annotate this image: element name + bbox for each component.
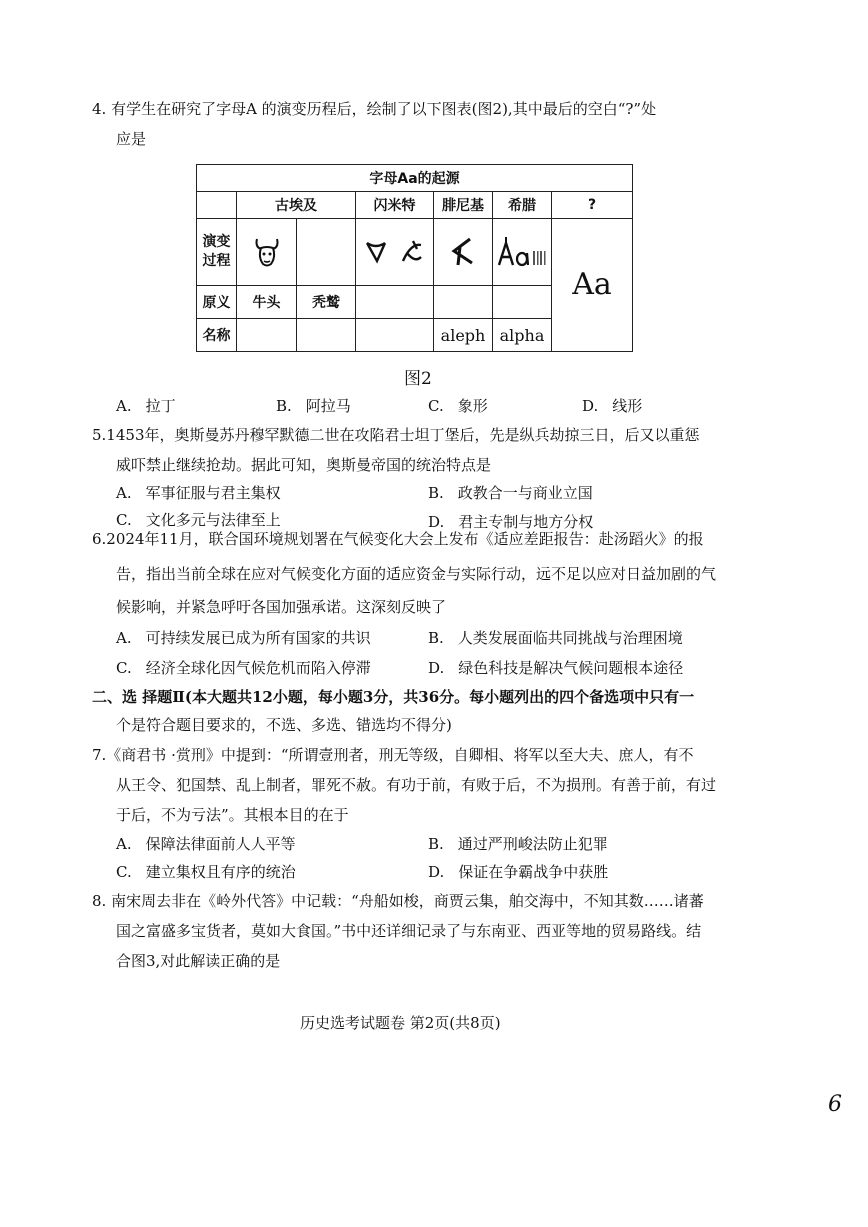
q6-option-c[interactable]: C. 经济全球化因气候危机而陷入停滞: [116, 659, 371, 677]
q5-stem-line2: 威吓禁止继续抢劫。据此可知，奥斯曼帝国的统治特点是: [116, 456, 492, 474]
q4-option-a[interactable]: A. 拉丁: [116, 397, 176, 415]
greek-glyph-cell: [493, 218, 552, 285]
page-footer: 历史选考试题卷 第2页(共8页): [300, 1014, 501, 1032]
greek-alpha-icon: [495, 235, 549, 269]
q6-stem-line2: 告，指出当前全球在应对气候变化方面的适应资金与实际行动，远不足以应对日益加剧的气: [116, 565, 717, 583]
q7-stem-line3: 于后，不为亏法”。其根本目的在于: [116, 806, 349, 824]
header-ancient-egypt: 古埃及: [237, 192, 356, 218]
q5-option-d[interactable]: D. 君主专制与地方分权: [428, 513, 594, 531]
meaning-empty-greek: [493, 285, 552, 319]
q6-option-d[interactable]: D. 绿色科技是解决气候问题根本途径: [428, 659, 684, 677]
q8-stem-line3: 合图3,对此解读正确的是: [116, 952, 281, 970]
q4-stem-line2: 应是: [116, 130, 147, 148]
table-title: 字母Aa的起源: [197, 165, 633, 192]
phoenician-aleph-icon: [446, 235, 480, 269]
q8-stem-line1: 8. 南宋周去非在《岭外代答》中记载：“舟船如梭，商贾云集，舶交海中，不知其数……诸蕃: [92, 892, 704, 910]
egyptian-ox-glyph: [237, 218, 297, 285]
row-label-meaning: 原义: [197, 285, 237, 319]
q4-option-d[interactable]: D. 线形: [582, 397, 643, 415]
ox-head-hieroglyph-icon: [252, 235, 282, 269]
q6-stem-line1: 6.2024年11月，联合国环境规划署在气候变化大会上发布《适应差距报告：赴汤蹈火》的报: [92, 530, 704, 548]
phoenician-glyph-cell: [434, 218, 493, 285]
meaning-vulture: 秃鹫: [297, 285, 356, 319]
q4-stem-line1: 4. 有学生在研究了字母A 的演变历程后，绘制了以下图表(图2),其中最后的空白“?”处: [92, 100, 657, 118]
q5-stem-line1: 5.1453年，奥斯曼苏丹穆罕默德二世在攻陷君士坦丁堡后，先是纵兵劫掠三日，后又以重惩: [92, 426, 700, 444]
q5-option-b[interactable]: B. 政教合一与商业立国: [428, 484, 593, 502]
letter-origin-table: [196, 164, 633, 352]
q5-option-c[interactable]: C. 文化多元与法律至上: [116, 511, 281, 529]
meaning-ox-head: 牛头: [237, 285, 297, 319]
q4-option-b[interactable]: B. 阿拉马: [276, 397, 351, 415]
section2-heading-line2: 个是符合题目要求的，不选、多选、错选均不得分): [116, 716, 452, 734]
q4-option-c[interactable]: C. 象形: [428, 397, 488, 415]
name-empty-egypt-2: [297, 319, 356, 352]
header-unknown: ?: [552, 192, 633, 218]
margin-handwritten-mark: 6: [828, 1092, 842, 1117]
answer-cell-aa: Aa: [552, 218, 633, 351]
header-greek: 希腊: [493, 192, 552, 218]
q6-option-b[interactable]: B. 人类发展面临共同挑战与治理困境: [428, 629, 683, 647]
q7-option-a[interactable]: A. 保障法律面前人人平等: [116, 835, 296, 853]
name-empty-semitic: [356, 319, 434, 352]
q7-stem-line1: 7.《商君书 ·赏刑》中提到：“所谓壹刑者，刑无等级，自卿相、将军以至大夫、庶人，有不: [92, 746, 694, 764]
q7-option-b[interactable]: B. 通过严刑峻法防止犯罪: [428, 835, 608, 853]
meaning-empty-phoenician: [434, 285, 493, 319]
header-phoenician: 腓尼基: [434, 192, 493, 218]
q5-option-a[interactable]: A. 军事征服与君主集权: [116, 484, 281, 502]
q6-stem-line3: 候影响，并紧急呼吁各国加强承诺。这深刻反映了: [116, 598, 447, 616]
name-alpha: alpha: [493, 319, 552, 352]
meaning-empty-semitic: [356, 285, 434, 319]
row-label-name: 名称: [197, 319, 237, 352]
q7-option-d[interactable]: D. 保证在争霸战争中获胜: [428, 863, 609, 881]
name-empty-egypt-1: [237, 319, 297, 352]
egyptian-vulture-glyph-cell: [297, 218, 356, 285]
row-label-evolution: 演变过程: [197, 218, 237, 285]
q6-option-a[interactable]: A. 可持续发展已成为所有国家的共识: [116, 629, 371, 647]
table-corner-cell: [197, 192, 237, 218]
semitic-glyph-cell: [356, 218, 434, 285]
semitic-aleph-glyphs-icon: [363, 235, 427, 269]
header-semitic: 闪米特: [356, 192, 434, 218]
q7-option-c[interactable]: C. 建立集权且有序的统治: [116, 863, 296, 881]
q8-stem-line2: 国之富盛多宝货者，莫如大食国。”书中还详细记录了与东南亚、西亚等地的贸易路线。结: [116, 922, 702, 940]
figure-caption: 图2: [404, 369, 432, 389]
section2-heading-line1: 二、选 择题Ⅱ(本大题共12小题，每小题3分，共36分。每小题列出的四个备选项中只有一: [92, 688, 695, 706]
name-aleph: aleph: [434, 319, 493, 352]
q7-stem-line2: 从王令、犯国禁、乱上制者，罪死不赦。有功于前，有败于后，不为损刑。有善于前，有过: [116, 776, 717, 794]
